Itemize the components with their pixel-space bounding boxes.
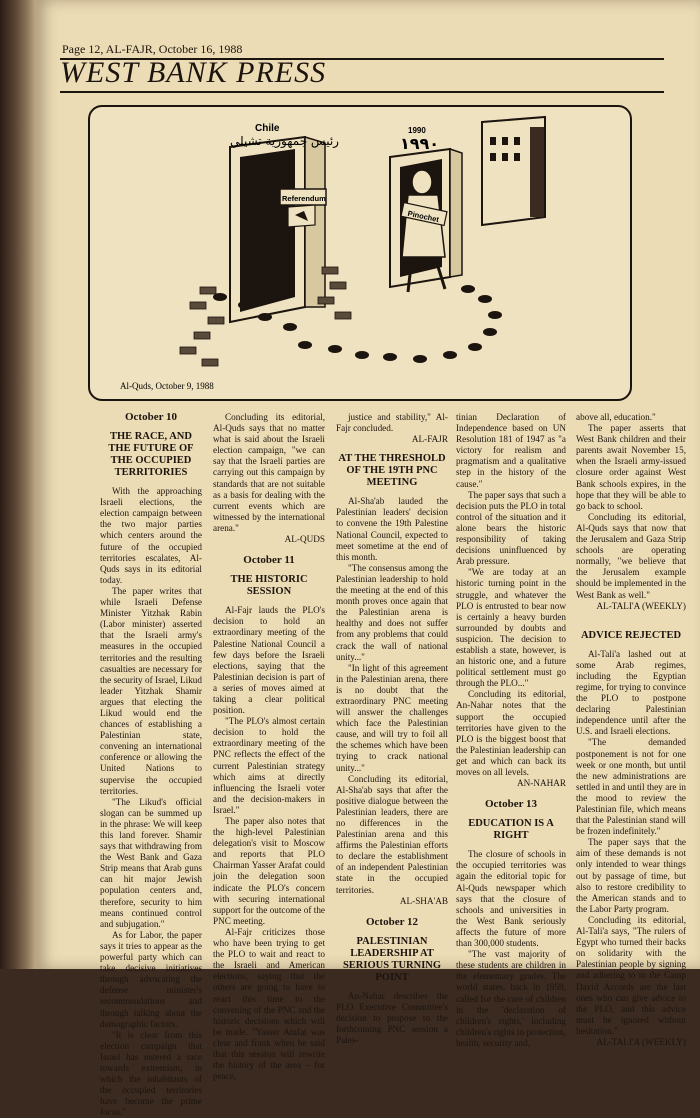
paragraph: The paper writes that while Israeli Defense Minister Yitzhak Rabin (Labor minister) asserted that the Israeli army's measures in the occupied territories and the resulting casualties are necessary for the security of Israel, Likud leader Yitzhak Shamir argues that electing the Likud would end the chances of establishing a Palestinian state, convening an international conference or allowing the United Nations to supervise the occupied territories. (100, 585, 202, 796)
paragraph: Al-Fajr criticizes those who have been trying to get the PLO to wait and react to the Israeli and American elections, saying that the others are going to have to react this time to the convening of the PNC and the historic decisions which will be made. "Yasser Arafat was clear and frank when he said that this session will rewrite the history of the area – for peace, (213, 926, 325, 1082)
date-oct-12: October 12 (365, 915, 419, 928)
headline-race: THE RACE, AND THE FUTURE OF THE OCCUPIED TERRITORIES (108, 431, 194, 479)
label-1990-arabic: ١٩٩٠ (400, 134, 440, 153)
headline-historic-session: THE HISTORIC SESSION (230, 574, 308, 598)
chile-door (230, 137, 325, 322)
column-4 (456, 412, 566, 1049)
paragraph: tinian Declaration of Independence based on UN Resolution 181 of 1947 as "a victory for realism and pragmatism and a qualitative step in the history of the cause." (456, 412, 566, 489)
paragraph: Al-Tali'a lashed out at some Arab regimes, including the Egyptian regime, for trying to convince the PLO to postpone declaring Palestinian independence until after the U.S. and Israeli elections. (576, 648, 686, 737)
column-5 (576, 412, 686, 1048)
paragraph: As for Labor, the paper says it tries to appear as the powerful party which can take decisive initiatives through advocating the defense minister's recommendations and through talking about the demographic factors. (100, 929, 202, 1029)
paragraph: Al-Sha'ab lauded the Palestinian leaders' decision to convene the 19th Palestine National Council, expected to meet sometime at the end of this month. (336, 496, 448, 562)
paragraph: Concluding its editorial, Al-Quds says that now that the Jerusalem and Gaza Strip schools are operating normally, "we believe that the Jerusalem example should be implemented in the West Bank as well." (576, 511, 686, 600)
paragraph: Concluding its editorial, An-Nahar notes that the support the occupied territories have given to the PLO is the biggest boost that the Palestinian leadership can get and which can back its moves on all levels. (456, 689, 566, 777)
section-title: WEST BANK PRESS (60, 56, 327, 89)
paragraph: above all, education." (576, 412, 656, 422)
column-3 (336, 412, 448, 1046)
book-binding (0, 0, 38, 969)
paragraph: "It is clear from this election campaign that Israel has entered a race towards extremism, in which the inhabitants of the occupied territories have become the prime focus." (100, 1029, 202, 1118)
date-oct-10: October 10 (124, 411, 178, 423)
source-al-quds-2: AL-TALI'A (WEEKLY) (596, 600, 686, 611)
paragraph: "The Likud's official slogan can be summed up in the phrase: We will keep this land forever. Shamir says that withdrawing from the West Bank and Gaza Strip means that Arab guns can hit major Jewish population centers and, therefore, security to him means continued control and subjugation." (100, 796, 202, 929)
building (482, 117, 545, 225)
sign-pinochet: Pinochet (406, 208, 440, 225)
date-oct-13: October 13 (484, 798, 538, 811)
editorial-cartoon (88, 105, 632, 401)
column-1 (100, 412, 202, 1118)
paragraph: "The PLO's almost certain decision to hold the extraordinary meeting of the PNC reflects the effect of the current Palestinian strategy which aims at directly influencing the Israeli voter and the decision-makers in Israel." (213, 716, 325, 815)
source-an-nahar: AN-NAHAR (517, 778, 566, 789)
label-chile: Chile (255, 123, 280, 134)
column-2 (213, 412, 325, 1082)
source-al-shaab: AL-SHA'AB (399, 895, 448, 906)
cartoon-drawing (90, 107, 630, 399)
header-rule-bottom (60, 91, 664, 93)
paragraph: "The consensus among the Palestinian leadership to hold the meeting at the end of this month proves once again that the Palestinian arena is healthy and does not suffer from any problems that could crack the wall of national unity..." (336, 562, 448, 662)
paragraph: Al-Fajr lauds the PLO's decision to hold an extraordinary meeting of the Palestine National Council a few days before the Israeli elections, saying that the Palestinian decision is part of a series of moves aimed at taking a clear political position. (213, 605, 325, 716)
paragraph: Concluding its editorial, Al-Sha'ab says that after the positive dialogue between the Palestinian leaders, there are no differences in the Palestinian arena and this affirms the Palestinian efforts to declare the establishment of an independent Palestinian state in the occupied territories. (336, 773, 448, 895)
label-1990: 1990 (408, 126, 426, 135)
paragraph: "We are today at an historic turning point in the struggle, and whatever the PLO is entrusted to bear now is certainly a heavy burden surrounded by doubts and suspicion. The decision to establish a state, however, is an historic one, and a future political settlement must go through the PLO..." (456, 567, 566, 689)
date-oct-11: October 11 (243, 554, 295, 567)
page-header: Page 12, AL-FAJR, October 16, 1988 (62, 42, 243, 56)
cartoon-caption: Al-Quds, October 9, 1988 (120, 381, 214, 391)
headline-advice-rejected: ADVICE REJECTED (580, 629, 682, 641)
paragraph: Concluding its editorial, Al-Tali'a says, "The rulers of Egypt who turned their backs on solidarity with the Palestinian people by signing and adhering to to the Camp David Accords are the last ones who can give advice to the PLO, and this advice must be ignored without hesitation." (576, 914, 686, 1036)
headline-threshold: AT THE THRESHOLD OF THE 19TH PNC MEETING (338, 453, 446, 489)
source-al-quds: AL-QUDS (284, 534, 325, 545)
paragraph: The paper says that the aim of these demands is not only intended to wear things out by passage of time, but also to restore credibility to the American stands and to the Labor Party program. (576, 837, 686, 914)
source-al-talia: AL-TALI'A (WEEKLY) (596, 1036, 686, 1047)
label-arabic: رئيس جمهورية تشيلي (230, 134, 339, 148)
paragraph: The paper says that such a decision puts the PLO in total control of the situation and it alone bears the historic responsibility of taking decisions uninfluenced by Arab pressure. (456, 489, 566, 567)
sign-referendum: Referendum (282, 194, 326, 203)
source-al-fajr: AL-FAJR (411, 434, 448, 445)
headline-education: EDUCATION IS A RIGHT (468, 818, 554, 842)
paragraph: The closure of schools in the occupied territories was again the editorial topic for Al-Quds newspaper which says that the closure of schools and universities in the West Bank seriously affects the future of more than 300,000 students. (456, 849, 566, 949)
paragraph: The paper also notes that the high-level Palestinian delegation's visit to Moscow and reports that PLO Chairman Yasser Arafat could join the delegation soon indicate the PLO's concern with securing international support for the outcome of the PNC meeting. (213, 816, 325, 926)
paragraph: The paper asserts that West Bank children and their parents await November 15, when the Israeli army-issued closure order against West Bank schools expires, in the hope that they will be able to go back to school. (576, 423, 686, 511)
paragraph: With the approaching Israeli elections, the election campaign between the two major parties which centers around the future of the occupied territories escalates, Al-Quds says in its editorial today. (100, 486, 202, 585)
paragraph: "In light of this agreement in the Palestinian arena, there is no doubt that the extraordinary PNC meeting will answer the challenges which face the Palestinian cause, and will try to foil all the schemes which have been trying to crack national unity..." (336, 662, 448, 773)
paragraph: justice and stability," Al-Fajr concluded. (336, 412, 448, 434)
paragraph: "The vast majority of these students are children in the elementary grades. The world states, back in 1959, called for the care of children in the 'declaration of children's rights,' including children's rights to protection, health, security and, (456, 949, 566, 1048)
headline-leadership: PALESTINIAN LEADERSHIP AT SERIOUS TURNING POINT (342, 935, 442, 983)
paragraph: Concluding its editorial, Al-Quds says that no matter what is said about the Israeli election campaign, "we can say that the Israeli parties are carrying out this campaign by standards that are not suitable as a basis for dealing with the current events which are witnessed by the international arena." (213, 412, 325, 533)
paragraph: "The demanded postponement is not for one week or one month, but until the new administrations are settled in and until they are in the mood to review the Palestinian file, which means that the Palestinian stand will be frozen indefinitely." (576, 737, 686, 837)
paragraph: An-Nahar describes the PLO Executive Committee's decision to propose to the forthcoming PNC session a Pales- (336, 990, 448, 1046)
